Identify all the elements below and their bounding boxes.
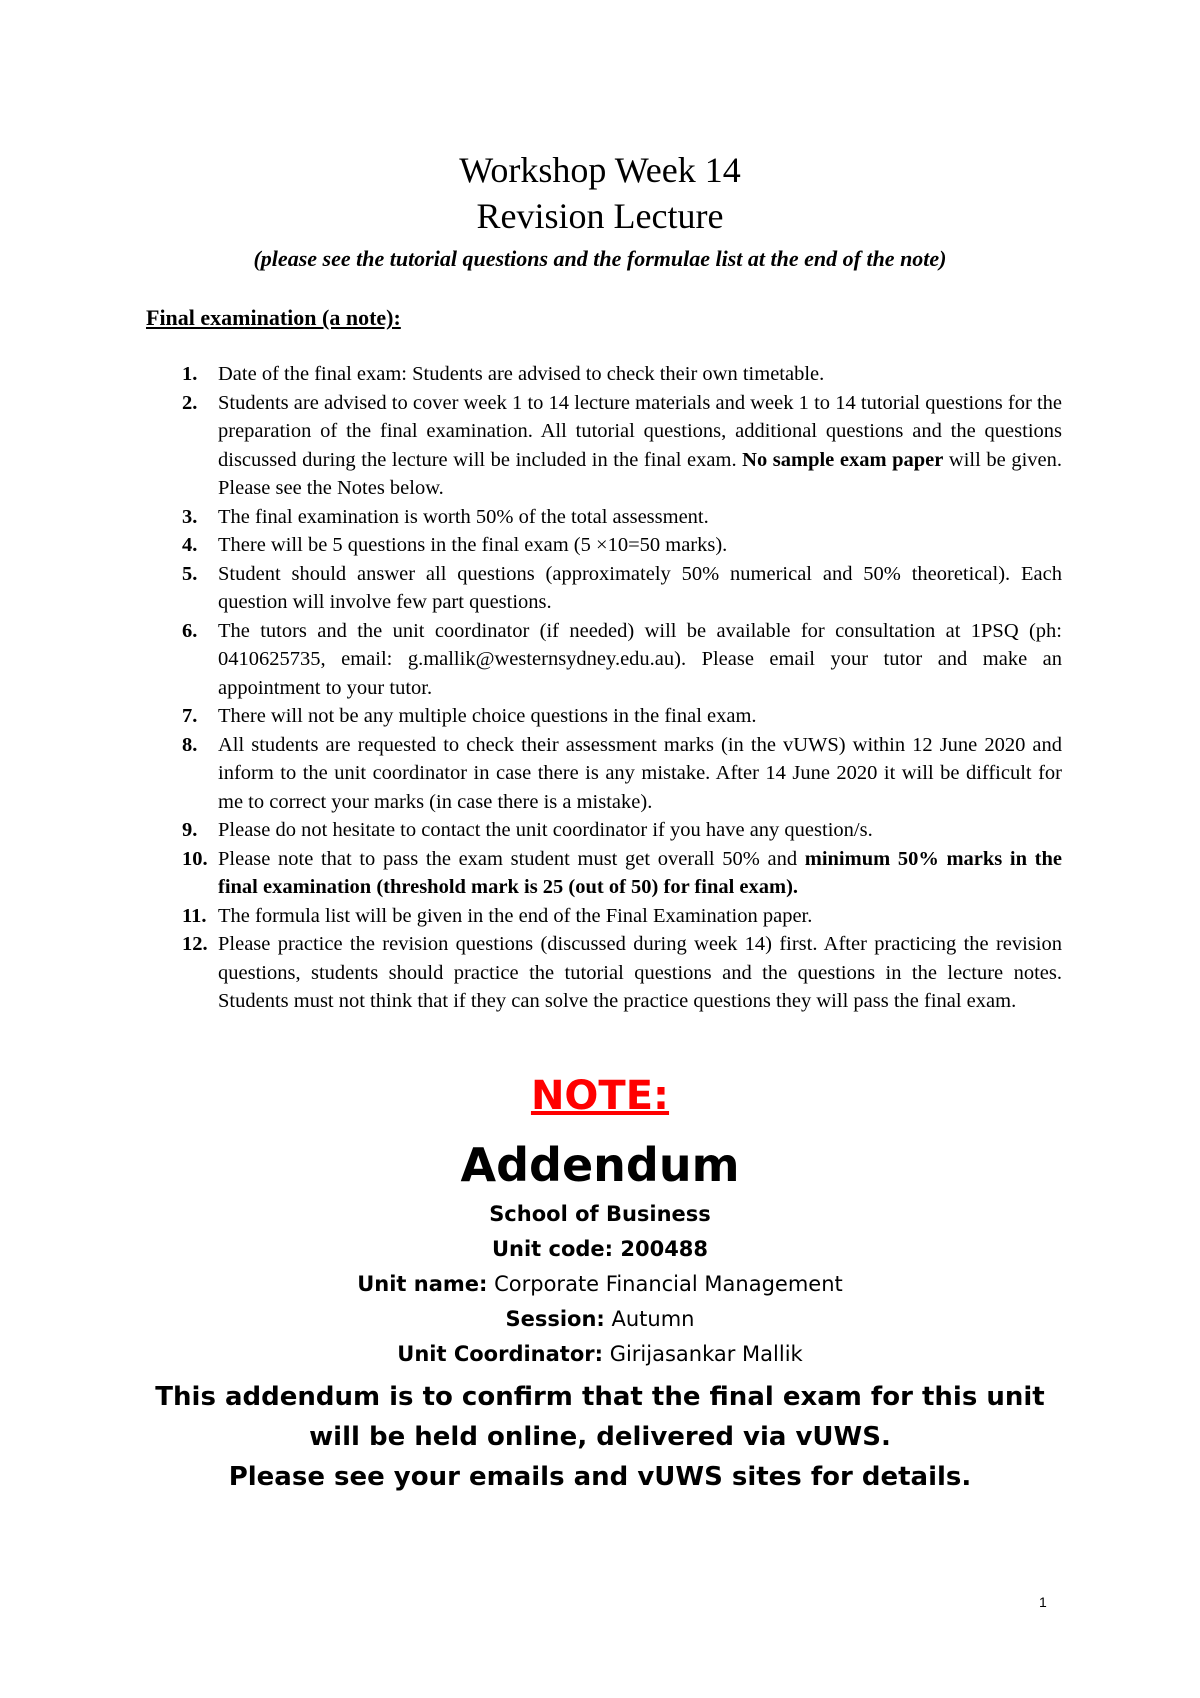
item-text: Students are advised to cover week 1 to 14 lecture materials and week 1 to 14 tutorial questions for the preparation of the final examination. All tutorial questions, additional questions and the questions discussed during the lecture will be included in the final exam. No sample exam paper will be given. Please see the Notes below. (218, 391, 1062, 499)
list-item (146, 560, 1062, 617)
addendum-confirmation (0, 1377, 1200, 1497)
item-text: There will be 5 questions in the final exam (5 ×10=50 marks). (218, 534, 728, 556)
list-item (146, 816, 1062, 845)
item-text: Please practice the revision questions (discussed during week 14) first. After practicing the revision questions, students should practice the tutorial questions and the questions in the lecture notes. Students must not think that if they can solve the practice questions they will pass the final exam. (218, 933, 1062, 1012)
exam-notes-list (146, 360, 1062, 1016)
note-label: NOTE: (530, 1073, 670, 1119)
list-item (146, 617, 1062, 703)
item-number: 1. (182, 363, 198, 385)
title-line-1: Workshop Week 14 (459, 150, 741, 190)
unit-name: Unit name: Corporate Financial Management (357, 1272, 843, 1296)
unit-code: Unit code: 200488 (491, 1237, 709, 1261)
list-item (146, 389, 1062, 503)
list-item (146, 930, 1062, 1016)
school-name: School of Business (489, 1202, 711, 1226)
list-item (146, 360, 1062, 389)
emphasis: No sample exam paper (742, 448, 944, 471)
item-text: The final examination is worth 50% of the total assessment. (218, 505, 709, 528)
list-item (146, 731, 1062, 817)
addendum-title: Addendum (460, 1138, 740, 1192)
title-line-2: Revision Lecture (476, 196, 724, 236)
emphasis: minimum 50% marks in the final examination (threshold mark is 25 (out of 50) for final exam). (218, 847, 1062, 898)
confirmation-line-3: Please see your emails and vUWS sites for details. (228, 1462, 972, 1492)
item-text: There will not be any multiple choice questions in the final exam. (218, 705, 757, 727)
item-number: 8. (182, 733, 198, 756)
item-text: The formula list will be given in the end of the Final Examination paper. (218, 904, 813, 927)
item-number: 12. (182, 933, 208, 955)
confirmation-line-2: will be held online, delivered via vUWS. (309, 1422, 891, 1452)
subtitle: (please see the tutorial questions and the formulae list at the end of the note) (253, 246, 947, 271)
item-text: The tutors and the unit coordinator (if needed) will be available for consultation at 1PSQ (ph: 0410625735, email: g.mallik@westernsydney.edu.au). Please email your tutor and make an appointment to your tutor. (218, 619, 1062, 699)
item-text: Please do not hesitate to contact the unit coordinator if you have any question/s. (218, 819, 873, 841)
item-text: Student should answer all questions (approximately 50% numerical and 50% theoretical). Each question will involve few part questions. (218, 562, 1062, 613)
list-item (146, 503, 1062, 532)
item-number: 4. (182, 534, 198, 556)
item-number: 5. (182, 562, 198, 585)
item-number: 7. (182, 705, 198, 727)
list-item (146, 902, 1062, 931)
item-number: 6. (182, 619, 198, 642)
unit-coordinator: Unit Coordinator: Girijasankar Mallik (397, 1342, 803, 1366)
page-number: 1 (1039, 1594, 1047, 1610)
item-number: 10. (182, 847, 208, 870)
confirmation-line-1: This addendum is to confirm that the final exam for this unit (155, 1382, 1045, 1412)
section-heading: Final examination (a note): (146, 305, 401, 330)
item-number: 2. (182, 391, 198, 414)
session: Session: Autumn (505, 1307, 695, 1331)
item-text: Date of the final exam: Students are advised to check their own timetable. (218, 363, 825, 385)
list-item (146, 845, 1062, 902)
item-number: 11. (182, 904, 207, 927)
item-number: 9. (182, 819, 198, 841)
item-number: 3. (182, 505, 198, 528)
list-item (146, 702, 1062, 731)
list-item (146, 531, 1062, 560)
item-text: All students are requested to check their assessment marks (in the vUWS) within 12 June 2020 and inform to the unit coordinator in case there is any mistake. After 14 June 2020 it will be difficult for me to correct your marks (in case there is a mistake). (218, 733, 1062, 813)
item-text: Please note that to pass the exam student must get overall 50% and minimum 50% marks in the final examination (threshold mark is 25 (out of 50) for final exam). (218, 847, 1062, 898)
